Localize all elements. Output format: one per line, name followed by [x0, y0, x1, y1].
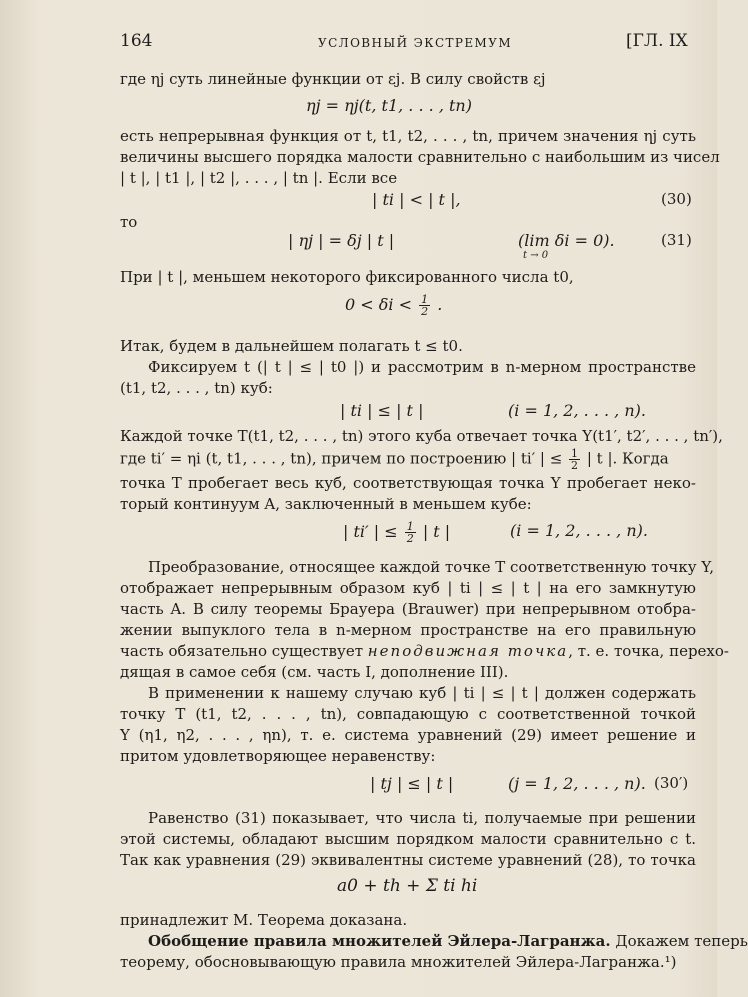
- text-line: есть непрерывная функция от t, t1, t2, . . . , tn, причем значения ηj суть: [120, 127, 696, 145]
- formula-delta-end: .: [437, 295, 443, 314]
- text-segment: Докажем теперь: [610, 932, 748, 950]
- text-line: точку T (t1, t2, . . . , tn), совпадающую с соответственной точкой: [120, 705, 696, 723]
- text-line-with-fraction: [120, 448, 696, 471]
- text-line: торый континуум A, заключенный в меньшем кубе:: [120, 495, 532, 513]
- fraction-denominator: 2: [406, 532, 414, 545]
- text-line: Фиксируем t (| t | ≤ | t0 |) и рассмотрим в n-мерном пространстве: [148, 358, 696, 376]
- text-line: Y (η1, η2, . . . , ηn), т. е. система уравнений (29) имеет решение и: [120, 726, 696, 744]
- text-segment: часть обязательно существует: [120, 642, 368, 660]
- formula-cube: | ti | ≤ | t |: [340, 401, 424, 420]
- section-heading: Обобщение правила множителей Эйлера-Лагранжа.: [148, 932, 611, 950]
- formula-delta: [345, 294, 442, 317]
- text-line: (t1, t2, . . . , tn) куб:: [120, 379, 273, 397]
- running-title: УСЛОВНЫЙ ЭКСТРЕМУМ: [318, 36, 513, 50]
- formula-31: | ηj | = δj | t |: [288, 231, 395, 250]
- text-line: При | t |, меньшем некоторого фиксированного числа t0,: [120, 268, 574, 286]
- text-line: принадлежит M. Теорема доказана.: [120, 911, 408, 929]
- fraction-denominator: 2: [421, 305, 429, 318]
- text-line-emphasis: [120, 641, 729, 662]
- fraction-numerator: 1: [571, 447, 579, 460]
- formula-segment: | t |: [422, 522, 451, 541]
- text-line: Так как уравнения (29) эквивалентны системе уравнений (28), то точка: [120, 851, 696, 869]
- formula-segment: | ti′ | ≤: [343, 522, 398, 541]
- text-line: часть A. В силу теоремы Брауера (Brauwer) при непрерывном отобра-: [120, 600, 696, 618]
- page-number: 164: [120, 31, 153, 51]
- text-line: отображает непрерывным образом куб | ti | ≤ | t | на его замкнутую: [120, 579, 696, 597]
- chapter-label: [ГЛ. IX: [626, 31, 688, 51]
- text-line: то: [120, 213, 138, 231]
- formula-point: a0 + th + Σ ti hi: [337, 876, 478, 896]
- text-segment: | t |. Когда: [586, 449, 669, 468]
- formula-small-cube-range: (i = 1, 2, . . . , n).: [510, 521, 648, 540]
- formula-30-prime-range: (j = 1, 2, . . . , n).: [508, 774, 646, 793]
- fraction-one-half: [405, 521, 416, 544]
- text-line: | t |, | t1 |, | t2 |, . . . , | tn |. Если все: [120, 169, 398, 187]
- fraction-one-half: [569, 448, 580, 471]
- text-line: Равенство (31) показывает, что числа ti, получаемые при решении: [148, 809, 696, 827]
- text-line: точка T пробегает весь куб, соответствующая точка Y пробегает неко-: [120, 474, 696, 492]
- equation-tag-30: (30): [661, 190, 692, 208]
- fraction-one-half: [419, 294, 430, 317]
- formula-delta-left: 0 < δi <: [345, 295, 412, 314]
- section-heading-line: [120, 931, 748, 952]
- emphasized-term: неподвижная точка: [367, 642, 569, 660]
- formula-30: | ti | < | t |,: [372, 190, 461, 209]
- formula-small-cube: [343, 521, 450, 544]
- text-line: притом удовлетворяющее неравенству:: [120, 747, 436, 765]
- text-line: Преобразование, относящее каждой точке T соответственную точку Y,: [148, 558, 715, 576]
- formula-30-prime: | tj | ≤ | t |: [370, 774, 454, 793]
- formula-eta: ηj = ηj(t, t1, . . . , tn): [306, 96, 472, 115]
- fraction-numerator: 1: [406, 520, 414, 533]
- text-line: жении выпуклого тела в n-мерном пространстве на его правильную: [120, 621, 696, 639]
- text-line: В применении к нашему случаю куб | ti | ≤ | t | должен содержать: [148, 684, 696, 702]
- fraction-numerator: 1: [421, 293, 429, 306]
- formula-31-limit: (lim δi = 0).: [518, 231, 615, 250]
- text-line: теорему, обосновывающую правила множителей Эйлера-Лагранжа.¹): [120, 953, 677, 971]
- text-segment: где ti′ = ηi (t, t1, . . . , tn), причем по построению | ti′ | ≤: [120, 449, 563, 468]
- formula-cube-range: (i = 1, 2, . . . , n).: [508, 401, 646, 420]
- text-line: этой системы, обладают высшим порядком малости сравнительно с t.: [120, 830, 696, 848]
- text-line: где ηj суть линейные функции от εj. В силу свойств εj: [120, 70, 546, 88]
- equation-tag-31: (31): [661, 231, 692, 249]
- text-segment: , т. е. точка, перехо-: [568, 642, 729, 660]
- limit-subscript: t → 0: [523, 250, 549, 261]
- text-line: Каждой точке T(t1, t2, . . . , tn) этого куба отвечает точка Y(t1′, t2′, . . . , tn′),: [120, 427, 723, 445]
- text-line: Итак, будем в дальнейшем полагать t ≤ t0.: [120, 337, 463, 355]
- equation-tag-30-prime: (30′): [654, 774, 689, 792]
- text-line: дящая в самое себя (см. часть I, дополнение III).: [120, 663, 509, 681]
- fraction-denominator: 2: [571, 459, 579, 472]
- text-line: величины высшего порядка малости сравнительно с наибольшим из чисел: [120, 148, 720, 166]
